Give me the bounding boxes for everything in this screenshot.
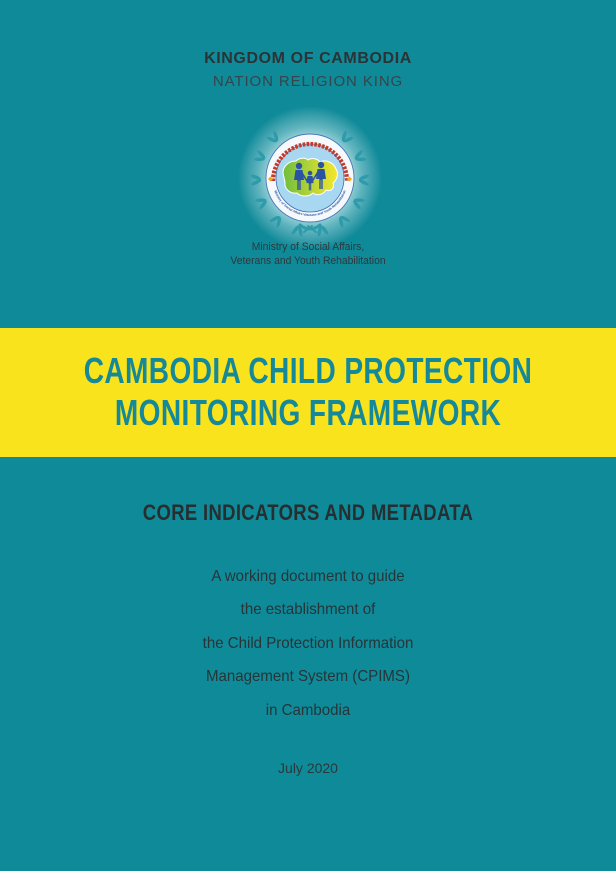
description-line: the Child Protection Information — [202, 634, 414, 652]
ministry-emblem-logo — [235, 103, 385, 253]
ministry-name-line-1: Ministry of Social Affairs, — [251, 241, 365, 253]
description-line: in Cambodia — [265, 701, 351, 719]
description-line: the establishment of — [240, 601, 376, 619]
description-line: A working document to guide — [211, 568, 405, 585]
ring-english-text: Ministry of Social Affairs Veterans and Youth Rehabilitation — [273, 189, 347, 218]
ministry-name — [0, 241, 616, 268]
ministry-name-line-2: Veterans and Youth Rehabilitation — [230, 254, 386, 267]
cover-title-line-1: CAMBODIA CHILD PROTECTION — [83, 350, 533, 391]
description-block — [0, 560, 616, 727]
publication-date: July 2020 — [278, 760, 338, 776]
core-subtitle: CORE INDICATORS AND METADATA — [142, 500, 474, 525]
ministry-emblem-icon — [235, 103, 385, 253]
kingdom-motto: NATION RELIGION KING — [212, 73, 404, 90]
description-line: Management System (CPIMS) — [206, 668, 410, 686]
title-banner — [0, 328, 616, 457]
kingdom-title: KINGDOM OF CAMBODIA — [204, 50, 412, 67]
cover-title-line-2: MONITORING FRAMEWORK — [114, 392, 502, 433]
